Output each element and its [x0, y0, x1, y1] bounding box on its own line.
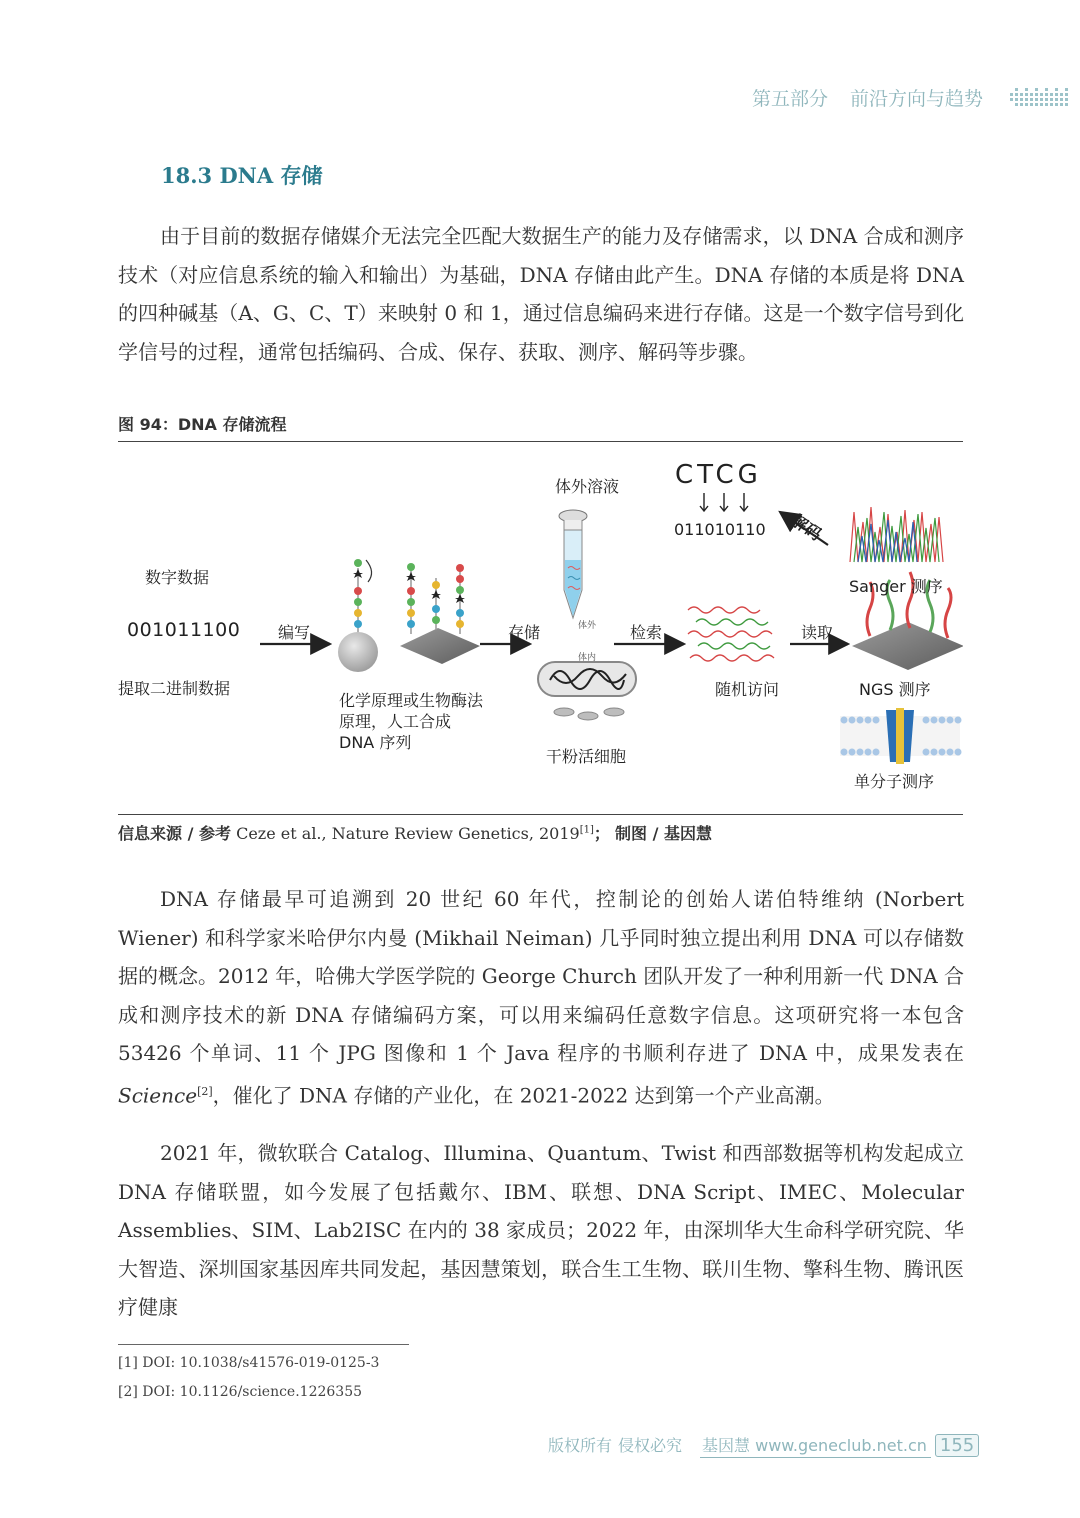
figure-graphics — [118, 450, 963, 810]
label-read: 读取 — [801, 623, 834, 642]
test-tube-icon — [559, 510, 587, 618]
footer-underline — [700, 1457, 931, 1458]
bead-strand-icon — [338, 559, 378, 672]
source-label: 信息来源 / 参考 — [118, 824, 231, 843]
section-title: 18.3 DNA 存储 — [161, 163, 323, 188]
nanopore-membrane-icon — [840, 708, 962, 764]
label-retrieve: 检索 — [630, 623, 663, 642]
label-binary: 001011100 — [127, 619, 241, 641]
paragraph-intro: 由于目前的数据存储媒介无法完全匹配大数据生产的能力及存储需求，以 DNA 合成和测序技术（对应信息系统的输入和输出）为基础，DNA 存储由此产生。DNA 存储的本质是将 DNA 的四种碱基（A、G、C、T）来映射 0 和 1，通过信息编码来进行存储。这是一个数字信号到化学信号的过程，通常包括编码、合成、保存、获取、测序、解码等步骤。 — [118, 224, 964, 364]
figure-top-rule — [118, 441, 963, 442]
label-store: 存储 — [508, 623, 541, 642]
label-dry-cells: 干粉活细胞 — [546, 747, 627, 766]
paragraph-history — [118, 880, 964, 1115]
source-ref: [1] — [579, 824, 594, 836]
footer-rights-2: 侵权必究 — [618, 1436, 683, 1455]
footer-rights-1: 版权所有 — [548, 1436, 613, 1455]
label-in-vitro-solution: 体外溶液 — [555, 477, 620, 496]
dry-cells-icon — [554, 708, 624, 720]
label-in-vitro: 体外 — [578, 621, 597, 631]
ctcg-down-arrows-icon — [700, 493, 748, 511]
source-text: Ceze et al., Nature Review Genetics, 2019 — [236, 824, 580, 843]
paragraph-history-text: DNA 存储最早可追溯到 20 世纪 60 年代，控制论的创始人诺伯特维纳 (Norbert Wiener) 和科学家米哈伊尔内曼 (Mikhail Neiman) 几乎同时独立提出利用 DNA 可以存储数据的概念。2012 年，哈佛大学医学院的 George Church 团队开发了一种利用新一代 DNA 合成和测序技术的新 DNA 存储编码方案，可以用来编码任意数字信息。这项研究将一本包含 53426 个单词、11 个 JPG 图像和 1 个 Java 程序的书顺利存进了 DNA 中，成果发表在 — [118, 887, 964, 1065]
figure-source — [118, 821, 712, 844]
synthesis-plate-icon — [400, 563, 480, 664]
page-footer — [548, 1433, 979, 1459]
label-extract: 提取二进制数据 — [118, 679, 231, 698]
label-digital-data: 数字数据 — [145, 568, 210, 587]
footnote-1: [1] DOI: 10.1038/s41576-019-0125-3 — [118, 1355, 380, 1371]
label-single-molecule: 单分子测序 — [854, 772, 935, 791]
figure-credit: 制图 / 基因慧 — [615, 824, 712, 843]
header-text — [752, 84, 1005, 111]
paragraph-alliance: 2021 年，微软联合 Catalog、Illumina、Quantum、Twist 和西部数据等机构发起成立 DNA 存储联盟，如今发展了包括戴尔、IBM、联想、DNA Script、IMEC、Molecular Assemblies、SIM、Lab2ISC 在内的 38 家成员；2022 年，由深圳华大生命科学研究院、华大智造、深圳国家基因库共同发起，基因慧策划，联合生工生物、联川生物、擎科生物、腾讯医疗健康 — [118, 1141, 964, 1319]
label-random-access: 随机访问 — [715, 680, 780, 699]
label-synthesis: 化学原理或生物酶法原理，人工合成 DNA 序列 — [339, 691, 484, 752]
page-number: 155 — [935, 1434, 979, 1457]
label-sanger: Sanger 测序 — [849, 577, 943, 596]
footer-rights — [548, 1436, 688, 1455]
header-part: 第五部分 — [752, 88, 829, 110]
footnote-2: [2] DOI: 10.1126/science.1226355 — [118, 1384, 363, 1400]
label-ctcg: CTCG — [675, 460, 762, 490]
sanger-trace-icon — [850, 507, 943, 562]
running-header — [752, 84, 1070, 110]
paragraph-history-end: ，催化了 DNA 存储的产业化，在 2021-2022 达到第一个产业高潮。 — [212, 1083, 835, 1108]
random-access-strands-icon — [688, 607, 774, 661]
label-ngs: NGS 测序 — [859, 680, 931, 699]
history-ref: [2] — [197, 1084, 213, 1098]
label-in-vivo: 体内 — [578, 653, 597, 663]
footer-brand: 基因慧 www.geneclub.net.cn — [702, 1436, 927, 1455]
figure-caption: 图 94：DNA 存储流程 — [118, 415, 287, 434]
label-decoded-bits: 011010110 — [674, 520, 766, 539]
footnote-rule — [118, 1344, 409, 1345]
figure-bottom-rule — [118, 814, 963, 815]
dna-storage-figure — [118, 450, 963, 810]
header-chapter: 前沿方向与趋势 — [850, 88, 984, 110]
label-decode: 解码 — [787, 510, 825, 545]
journal-name: Science — [118, 1083, 198, 1108]
label-write: 编写 — [278, 623, 311, 642]
source-separator: ； — [593, 824, 610, 843]
cell-capsule-icon — [538, 662, 636, 696]
header-dot-pattern-icon — [1010, 88, 1070, 106]
